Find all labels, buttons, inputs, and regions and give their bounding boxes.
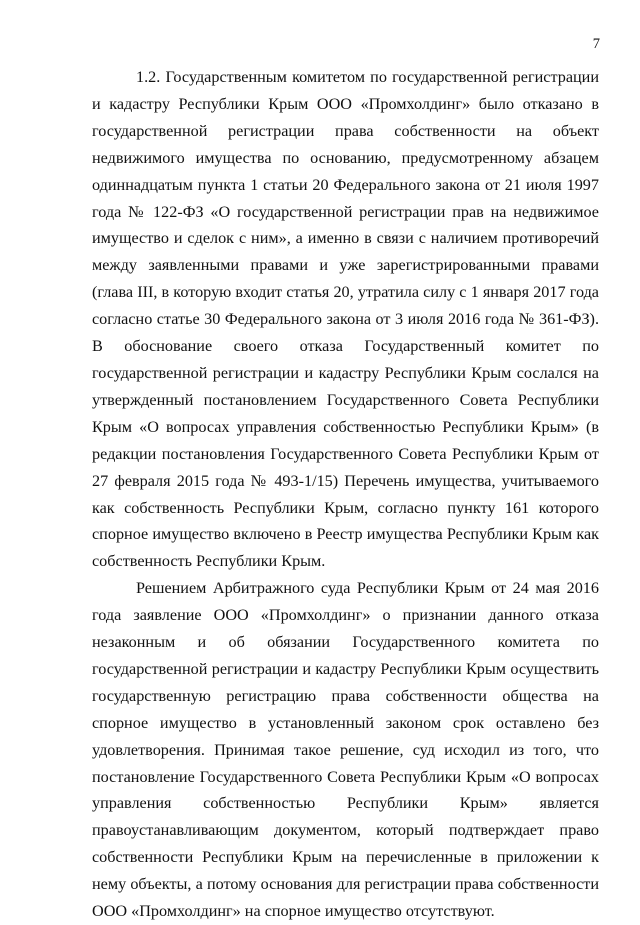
- page-number: 7: [592, 36, 600, 52]
- document-body: [92, 64, 599, 925]
- paragraph-1-2: 1.2. Государственным комитетом по государственной регистрации и кадастру Республики Крым ООО «Промхолдинг» было отказано в государственной регистрации права собственности на объект недвижимого имущества по основанию, предусмотренному абзацем одиннадцатым пункта 1 статьи 20 Федерального закона от 21 июля 1997 года № 122-ФЗ «О государственной регистрации прав на недвижимое имущество и сделок с ним», а именно в связи с наличием противоречий между заявленными правами и уже зарегистрированными правами (глава III, в которую входит статья 20, утратила силу с 1 января 2017 года согласно статье 30 Федерального закона от 3 июля 2016 года № 361-ФЗ). В обоснование своего отказа Государственный комитет по государственной регистрации и кадастру Республики Крым сослался на утвержденный постановлением Государственного Совета Республики Крым «О вопросах управления собственностью Республики Крым» (в редакции постановления Государственного Совета Республики Крым от 27 февраля 2015 года № 493-1/15) Перечень имущества, учитываемого как собственность Республики Крым, согласно пункту 161 которого спорное имущество включено в Реестр имущества Республики Крым как собственность Республики Крым.: [92, 68, 599, 571]
- paragraph-arbitration-decision: Решением Арбитражного суда Республики Крым от 24 мая 2016 года заявление ООО «Промхолдинг» о признании данного отказа незаконным и об обязании Государственного комитета по государственной регистрации и кадастру Республики Крым осуществить государственную регистрацию права собственности общества на спорное имущество в установленный законом срок оставлено без удовлетворения. Принимая такое решение, суд исходил из того, что постановление Государственного Совета Республики Крым «О вопросах управления собственностью Республики Крым» является правоустанавливающим документом, который подтверждает право собственности Республики Крым на перечисленные в приложении к нему объекты, а потому основания для регистрации права собственности ООО «Промхолдинг» на спорное имущество отсутствуют.: [92, 579, 599, 921]
